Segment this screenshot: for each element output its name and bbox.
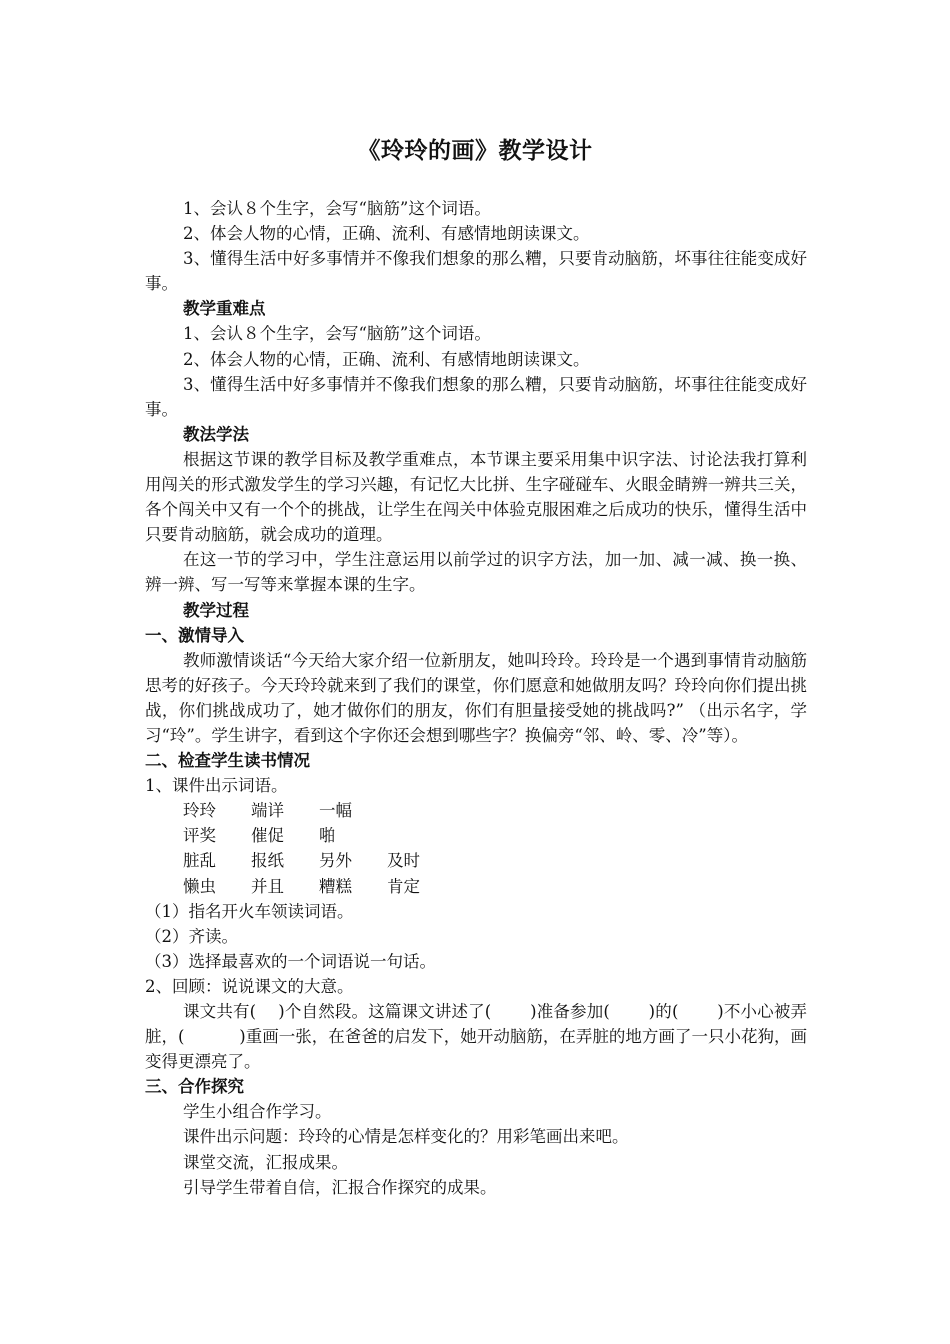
fill-in-text: 课文共有( )个自然段。这篇课文讲述了( )准备参加( )的( )不小心被弄脏，( )重画一张，在爸爸的启发下，她开动脑筋，在弄脏的地方画了一只小花狗，画变得更漂亮了。 bbox=[145, 1002, 807, 1072]
word-row bbox=[145, 823, 807, 848]
section-3-heading: 三、合作探究 bbox=[145, 1077, 244, 1097]
document-body bbox=[145, 196, 807, 1200]
goal-1: 1、会认８个生字，会写“脑筋”这个词语。 bbox=[183, 199, 491, 218]
section-1-text: 教师激情谈话“今天给大家介绍一位新朋友，她叫玲玲。玲玲是一个遇到事情肯动脑筋思考的好孩子。今天玲玲就来到了我们的课堂，你们愿意和她做朋友吗？玲玲向你们提出挑战，你们挑战成功了，她才做你们的朋友，你们有胆量接受她的挑战吗?” （出示名字，学习“玲”。学生讲字，看到这个字你还会想到哪些字？换偏旁“邻、岭、零、冷”等）。 bbox=[145, 650, 807, 745]
word: 啪 bbox=[319, 826, 336, 846]
word: 玲玲 bbox=[183, 801, 216, 821]
word: 一幅 bbox=[319, 801, 352, 821]
word: 评奖 bbox=[183, 826, 216, 846]
section-2-item-1: 1、课件出示词语。 bbox=[145, 776, 288, 796]
step-2: （2）齐读。 bbox=[145, 926, 238, 946]
word: 端详 bbox=[251, 801, 284, 821]
word: 糟糕 bbox=[319, 876, 352, 896]
section-3-line: 课堂交流，汇报成果。 bbox=[183, 1152, 348, 1172]
document-title: 《玲玲的画》教学设计 bbox=[357, 138, 593, 164]
word: 及时 bbox=[387, 851, 420, 871]
section-2-item-2: 2、回顾：说说课文的大意。 bbox=[145, 976, 354, 996]
word-row bbox=[145, 874, 807, 899]
section-3-line: 学生小组合作学习。 bbox=[183, 1102, 332, 1122]
methods-heading: 教法学法 bbox=[183, 424, 249, 444]
process-heading: 教学过程 bbox=[183, 600, 249, 620]
word: 懒虫 bbox=[183, 876, 216, 896]
word-row bbox=[145, 848, 807, 873]
word: 另外 bbox=[319, 851, 352, 871]
difficulty-heading: 教学重难点 bbox=[183, 299, 266, 319]
difficulty-2: 2、体会人物的心情，正确、流利、有感情地朗读课文。 bbox=[183, 349, 590, 369]
step-3: （3）选择最喜欢的一个词语说一句话。 bbox=[145, 951, 436, 971]
word: 肯定 bbox=[387, 876, 420, 896]
word: 并且 bbox=[251, 876, 284, 896]
section-2-heading: 二、检查学生读书情况 bbox=[145, 751, 310, 771]
word: 报纸 bbox=[251, 851, 284, 871]
goal-2: 2、体会人物的心情，正确、流利、有感情地朗读课文。 bbox=[183, 224, 590, 244]
word-row bbox=[145, 798, 807, 823]
section-1-heading: 一、激情导入 bbox=[145, 625, 244, 645]
section-3-line: 课件出示问题：玲玲的心情是怎样变化的？用彩笔画出来吧。 bbox=[183, 1127, 629, 1147]
difficulty-1: 1、会认８个生字，会写“脑筋”这个词语。 bbox=[183, 324, 491, 344]
difficulty-3: 3、懂得生活中好多事情并不像我们想象的那么糟，只要肯动脑筋，坏事往往能变成好事。 bbox=[145, 374, 807, 419]
word: 脏乱 bbox=[183, 851, 216, 871]
step-1: （1）指名开火车领读词语。 bbox=[145, 901, 354, 921]
goal-3: 3、懂得生活中好多事情并不像我们想象的那么糟，只要肯动脑筋，坏事往往能变成好事。 bbox=[145, 249, 807, 294]
word: 催促 bbox=[251, 826, 284, 846]
methods-paragraph-1: 根据这节课的教学目标及教学重难点，本节课主要采用集中识字法、讨论法我打算利用闯关的形式激发学生的学习兴趣，有记忆大比拼、生字碰碰车、火眼金睛辨一辨共三关，各个闯关中又有一个个的挑战，让学生在闯关中体验克服困难之后成功的快乐，懂得生活中只要肯动脑筋，就会成功的道理。 bbox=[145, 449, 807, 545]
methods-paragraph-2: 在这一节的学习中，学生注意运用以前学过的识字方法，加一加、减一减、换一换、辨一辨、写一写等来掌握本课的生字。 bbox=[145, 550, 807, 595]
section-3-line: 引导学生带着自信，汇报合作探究的成果。 bbox=[183, 1177, 497, 1197]
